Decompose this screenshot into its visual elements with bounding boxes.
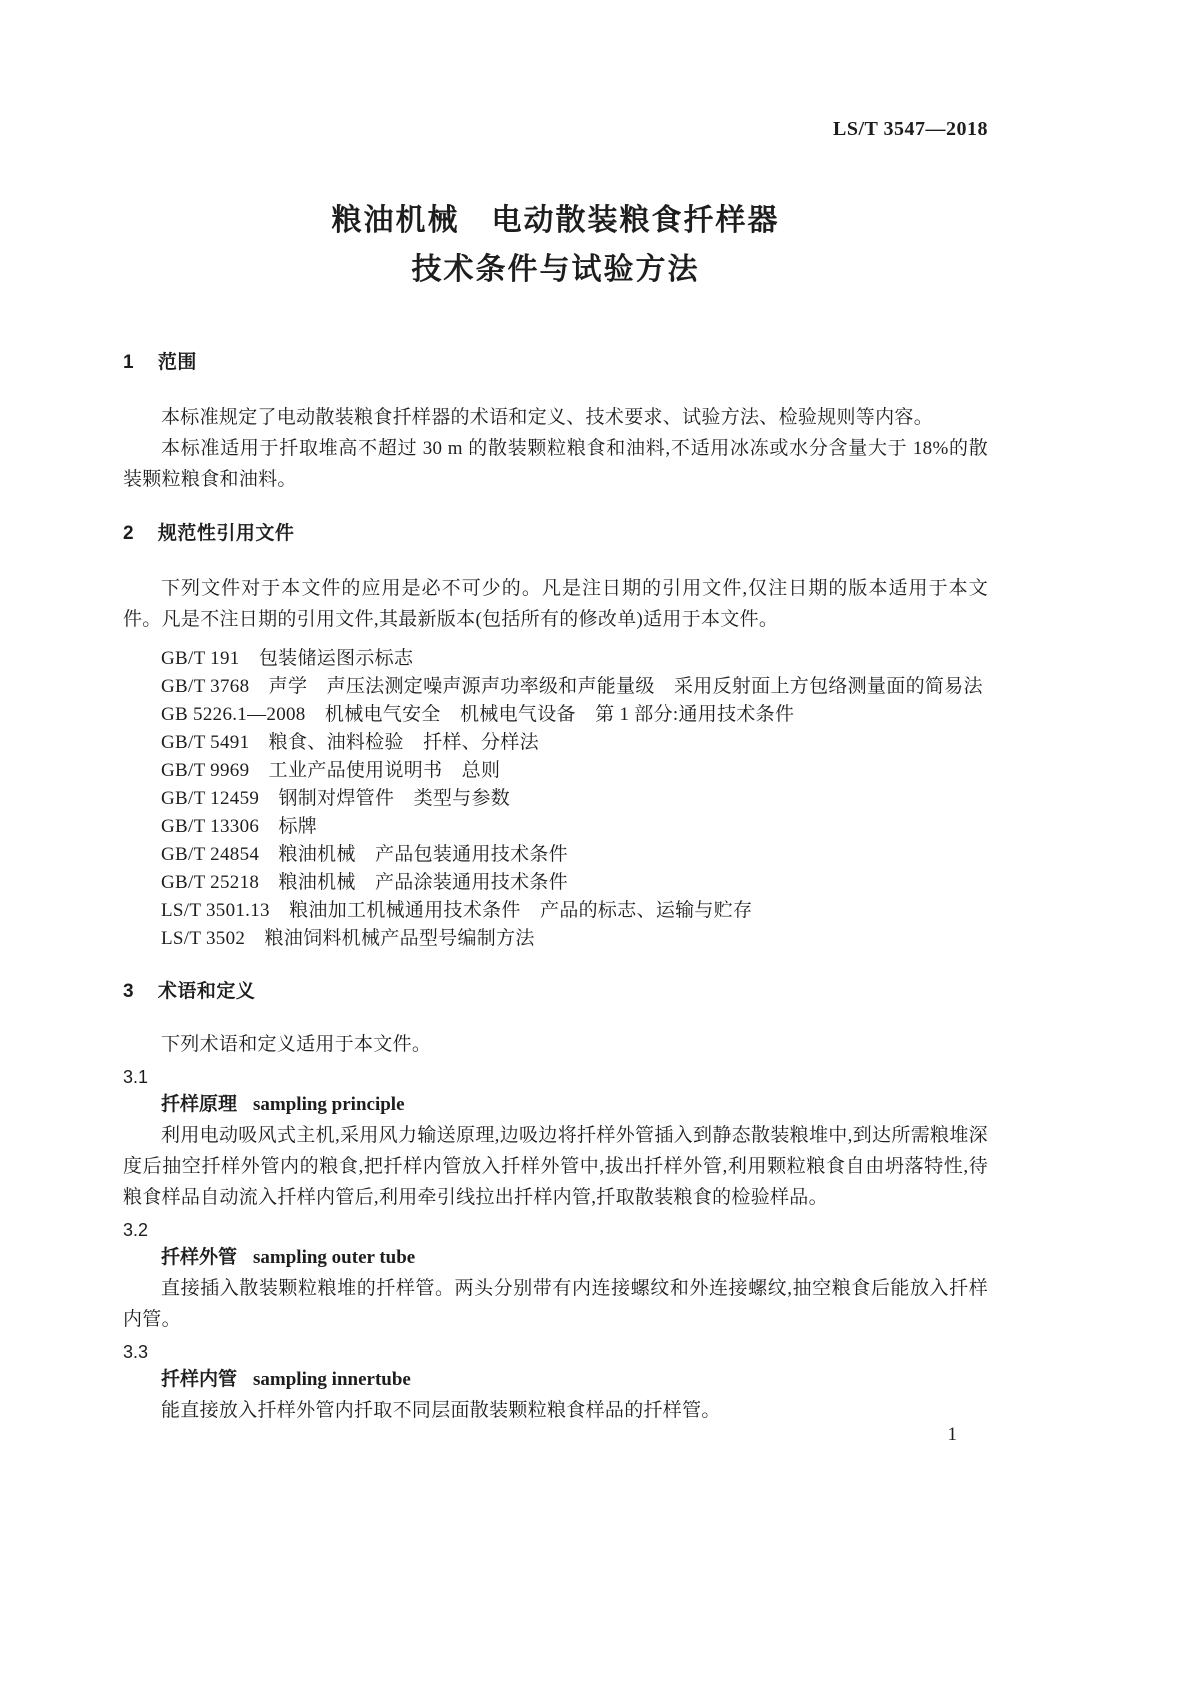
reference-item: LS/T 3502 粮油饲料机械产品型号编制方法 (161, 928, 535, 949)
reference-item: GB/T 13306 标牌 (161, 816, 318, 837)
term-name-zh: 扦样内管 (161, 1369, 238, 1390)
section-number: 2 (123, 523, 135, 544)
section-heading-normative-references (123, 521, 988, 547)
doc-title-line-2: 技术条件与试验方法 (411, 253, 700, 286)
reference-item: GB/T 9969 工业产品使用说明书 总则 (161, 760, 501, 781)
term-number: 3.1 (123, 1067, 149, 1087)
section-title: 范围 (157, 352, 197, 373)
paragraph: 本标准规定了电动散装粮食扦样器的术语和定义、技术要求、试验方法、检验规则等内容。 (161, 407, 934, 428)
references-list (123, 645, 988, 953)
reference-item: GB/T 3768 声学 声压法测定噪声源声功率级和声能量级 采用反射面上方包络测量面的简易法 (161, 676, 983, 697)
page-number: 1 (947, 1424, 957, 1445)
reference-item: LS/T 3501.13 粮油加工机械通用技术条件 产品的标志、运输与贮存 (161, 900, 753, 921)
section-heading-terms-definitions (123, 979, 988, 1005)
reference-item: GB 5226.1—2008 机械电气安全 机械电气设备 第 1 部分:通用技术条件 (161, 704, 795, 725)
term-name-en: sampling principle (253, 1094, 405, 1115)
doc-number: LS/T 3547—2018 (833, 118, 988, 140)
paragraph: 下列文件对于本文件的应用是必不可少的。凡是注日期的引用文件,仅注日期的版本适用于本文件。凡是不注日期的引用文件,其最新版本(包括所有的修改单)适用于本文件。 (123, 578, 988, 630)
reference-item: GB/T 25218 粮油机械 产品涂装通用技术条件 (161, 872, 568, 893)
doc-title (123, 196, 988, 294)
section-number: 1 (123, 352, 135, 373)
term-heading (123, 1090, 988, 1120)
term-number: 3.2 (123, 1220, 149, 1240)
term-definition: 利用电动吸风式主机,采用风力输送原理,边吸边将扦样外管插入到静态散装粮堆中,到达所需粮堆深度后抽空扦样外管内的粮食,把扦样内管放入扦样外管中,拔出扦样外管,利用颗粒粮食自由坍落特性,待粮食样品自动流入扦样内管后,利用牵引线拉出扦样内管,扦取散装粮食的检验样品。 (123, 1125, 988, 1208)
doc-title-line-1: 粮油机械 电动散装粮食扦样器 (331, 204, 780, 237)
term-name-en: sampling outer tube (253, 1247, 416, 1268)
term-definition: 能直接放入扦样外管内扦取不同层面散装颗粒粮食样品的扦样管。 (161, 1400, 721, 1421)
term-heading (123, 1243, 988, 1273)
reference-item: GB/T 24854 粮油机械 产品包装通用技术条件 (161, 844, 568, 865)
term-name-zh: 扦样外管 (161, 1247, 238, 1268)
paragraph: 下列术语和定义适用于本文件。 (161, 1034, 432, 1055)
term-heading (123, 1365, 988, 1395)
reference-item: GB/T 12459 钢制对焊管件 类型与参数 (161, 788, 511, 809)
section-number: 3 (123, 981, 135, 1002)
reference-item: GB/T 191 包装储运图示标志 (161, 648, 414, 669)
term-definition: 直接插入散装颗粒粮堆的扦样管。两头分别带有内连接螺纹和外连接螺纹,抽空粮食后能放入扦样内管。 (123, 1278, 988, 1330)
section-heading-scope (123, 350, 988, 376)
term-number: 3.3 (123, 1342, 149, 1362)
paragraph: 本标准适用于扦取堆高不超过 30 m 的散装颗粒粮食和油料,不适用冰冻或水分含量大于 18%的散装颗粒粮食和油料。 (123, 438, 988, 490)
term-name-en: sampling innertube (253, 1369, 411, 1390)
section-title: 术语和定义 (157, 981, 256, 1002)
term-name-zh: 扦样原理 (161, 1094, 238, 1115)
section-title: 规范性引用文件 (157, 523, 295, 544)
reference-item: GB/T 5491 粮食、油料检验 扦样、分样法 (161, 732, 539, 753)
